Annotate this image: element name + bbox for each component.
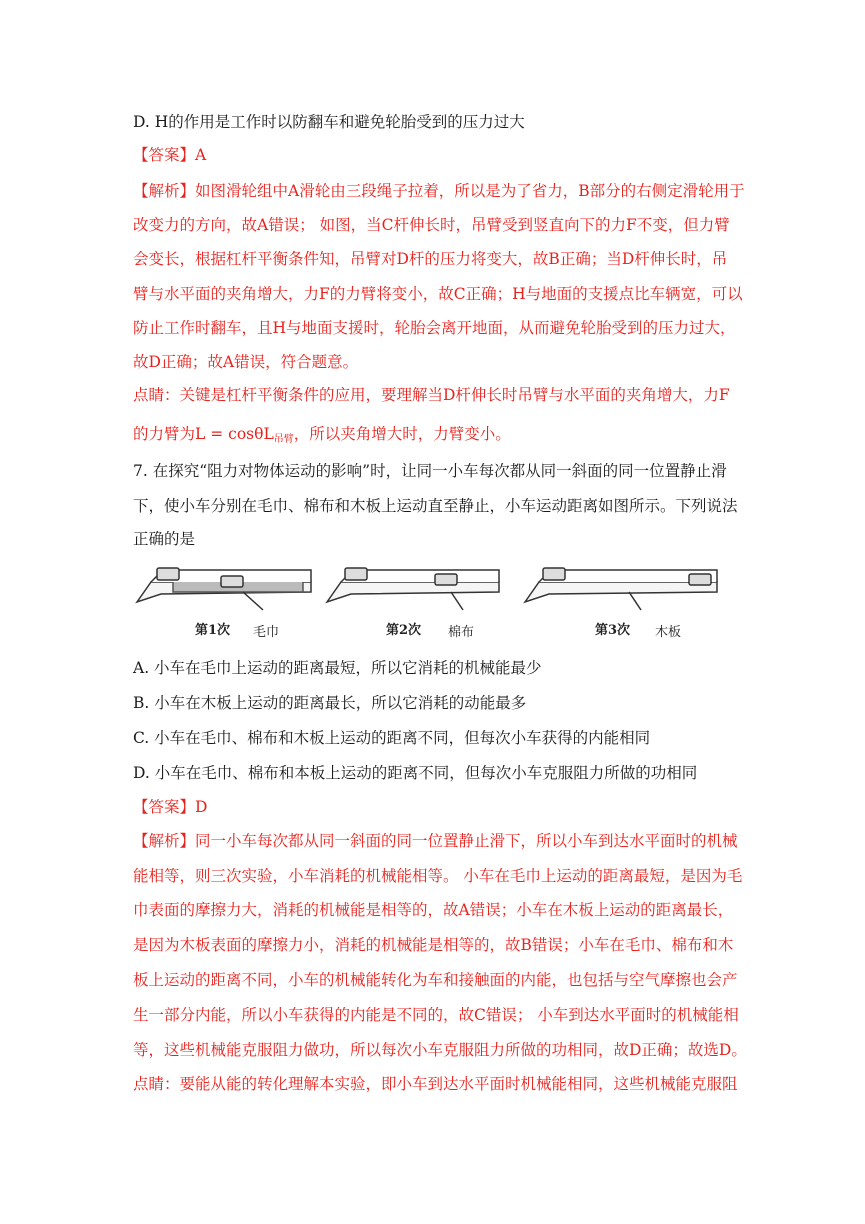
question-7-stem: 正确的是 xyxy=(133,530,196,548)
analysis-line: 改变力的方向，故A错误； 如图，当C杆伸长时，吊臂受到竖直向下的力F不变，但力臂 xyxy=(133,216,730,234)
trial-2-diagram xyxy=(327,568,499,610)
answer-value: A xyxy=(195,146,207,164)
trial-2-label: 第2次 xyxy=(386,623,422,638)
option-d: D. 小车在毛巾、棉布和本板上运动的距离不同，但每次小车克服阻力所做的功相同 xyxy=(133,764,698,782)
tip-line: 点睛：关键是杠杆平衡条件的应用，要理解当D杆伸长时吊臂与水平面的夹角增大，力F xyxy=(133,386,730,404)
option-a: A. 小车在毛巾上运动的距离最短，所以它消耗的机械能最少 xyxy=(133,659,542,677)
option-d-prev: D. H的作用是工作时以防翻车和避免轮胎受到的压力过大 xyxy=(133,113,525,131)
analysis-line: 生一部分内能，所以小车获得的内能是不同的，故C错误； 小车到达水平面时的机械能相 xyxy=(133,1006,739,1024)
tip-line: 点睛：要能从能的转化理解本实验，即小车到达水平面时机械能相同，这些机械能克服阻 xyxy=(133,1075,738,1093)
cotton-label: 棉布 xyxy=(448,625,475,640)
question-7-stem: 7. 在探究“阻力对物体运动的影响”时，让同一小车每次都从同一斜面的同一位置静止滑 xyxy=(133,462,727,480)
formula: L = cosθL xyxy=(195,425,274,443)
trial-3-diagram xyxy=(525,568,717,610)
analysis-line: 【解析】如图滑轮组中A滑轮由三段绳子拉着，所以是为了省力，B部分的右侧定滑轮用于 xyxy=(133,182,745,200)
analysis-line: 巾表面的摩擦力大，消耗的机械能是相等的，故A错误；小车在木板上运动的距离最长， xyxy=(133,901,734,919)
analysis-line: 臂与水平面的夹角增大，力F的力臂将变小，故C正确；H与地面的支援点比车辆宽，可以 xyxy=(133,285,743,303)
option-c: C. 小车在毛巾、棉布和木板上运动的距离不同，但每次小车获得的内能相同 xyxy=(133,729,651,747)
answer-value: D xyxy=(195,798,208,816)
experiment-figure xyxy=(133,562,723,644)
answer-line-q6 xyxy=(133,145,733,165)
towel-label: 毛巾 xyxy=(253,625,280,640)
answer-label: 【答案】 xyxy=(133,146,196,164)
trial-1-diagram xyxy=(137,568,311,610)
option-b: B. 小车在木板上运动的距离最长，所以它消耗的动能最多 xyxy=(133,694,527,712)
analysis-line: 板上运动的距离不同，小车的机械能转化为车和接触面的内能，也包括与空气摩擦也会产 xyxy=(133,971,738,989)
analysis-line: 等，这些机械能克服阻力做功，所以每次小车克服阻力所做的功相同，故D正确；故选D。 xyxy=(133,1041,747,1059)
analysis-line: 防止工作时翻车，且H与地面支援时，轮胎会离开地面，从而避免轮胎受到的压力过大， xyxy=(133,319,736,337)
analysis-line: 故D正确；故A错误，符合题意。 xyxy=(133,353,359,371)
answer-label: 【答案】 xyxy=(133,798,196,816)
analysis-label: 【解析】 xyxy=(133,182,196,200)
formula-subscript: 吊臂 xyxy=(273,434,294,445)
analysis-line: 【解析】同一小车每次都从同一斜面的同一位置静止滑下，所以小车到达水平面时的机械 xyxy=(133,832,738,850)
analysis-line: 能相等，则三次实验，小车消耗的机械能相等。 小车在毛巾上运动的距离最短，是因为毛 xyxy=(133,867,743,885)
analysis-line: 是因为木板表面的摩擦力小，消耗的机械能是相等的，故B错误；小车在毛巾、棉布和木 xyxy=(133,936,734,954)
question-7-stem: 下，使小车分别在毛巾、棉布和木板上运动直至静止，小车运动距离如图所示。下列说法 xyxy=(133,497,738,515)
trial-3-label: 第3次 xyxy=(595,623,631,638)
trial-1-label: 第1次 xyxy=(195,623,231,638)
answer-line-q7 xyxy=(133,797,733,817)
analysis-line: 会变长，根据杠杆平衡条件知，吊臂对D杆的压力将变大，故B正确；当D杆伸长时，吊 xyxy=(133,250,728,268)
analysis-label: 【解析】 xyxy=(133,832,196,850)
tip-line: 的力臂为L = cosθL$_{吊臂}$，所以夹角增大时，力臂变小。 xyxy=(133,425,511,445)
board-label: 木板 xyxy=(655,625,682,640)
